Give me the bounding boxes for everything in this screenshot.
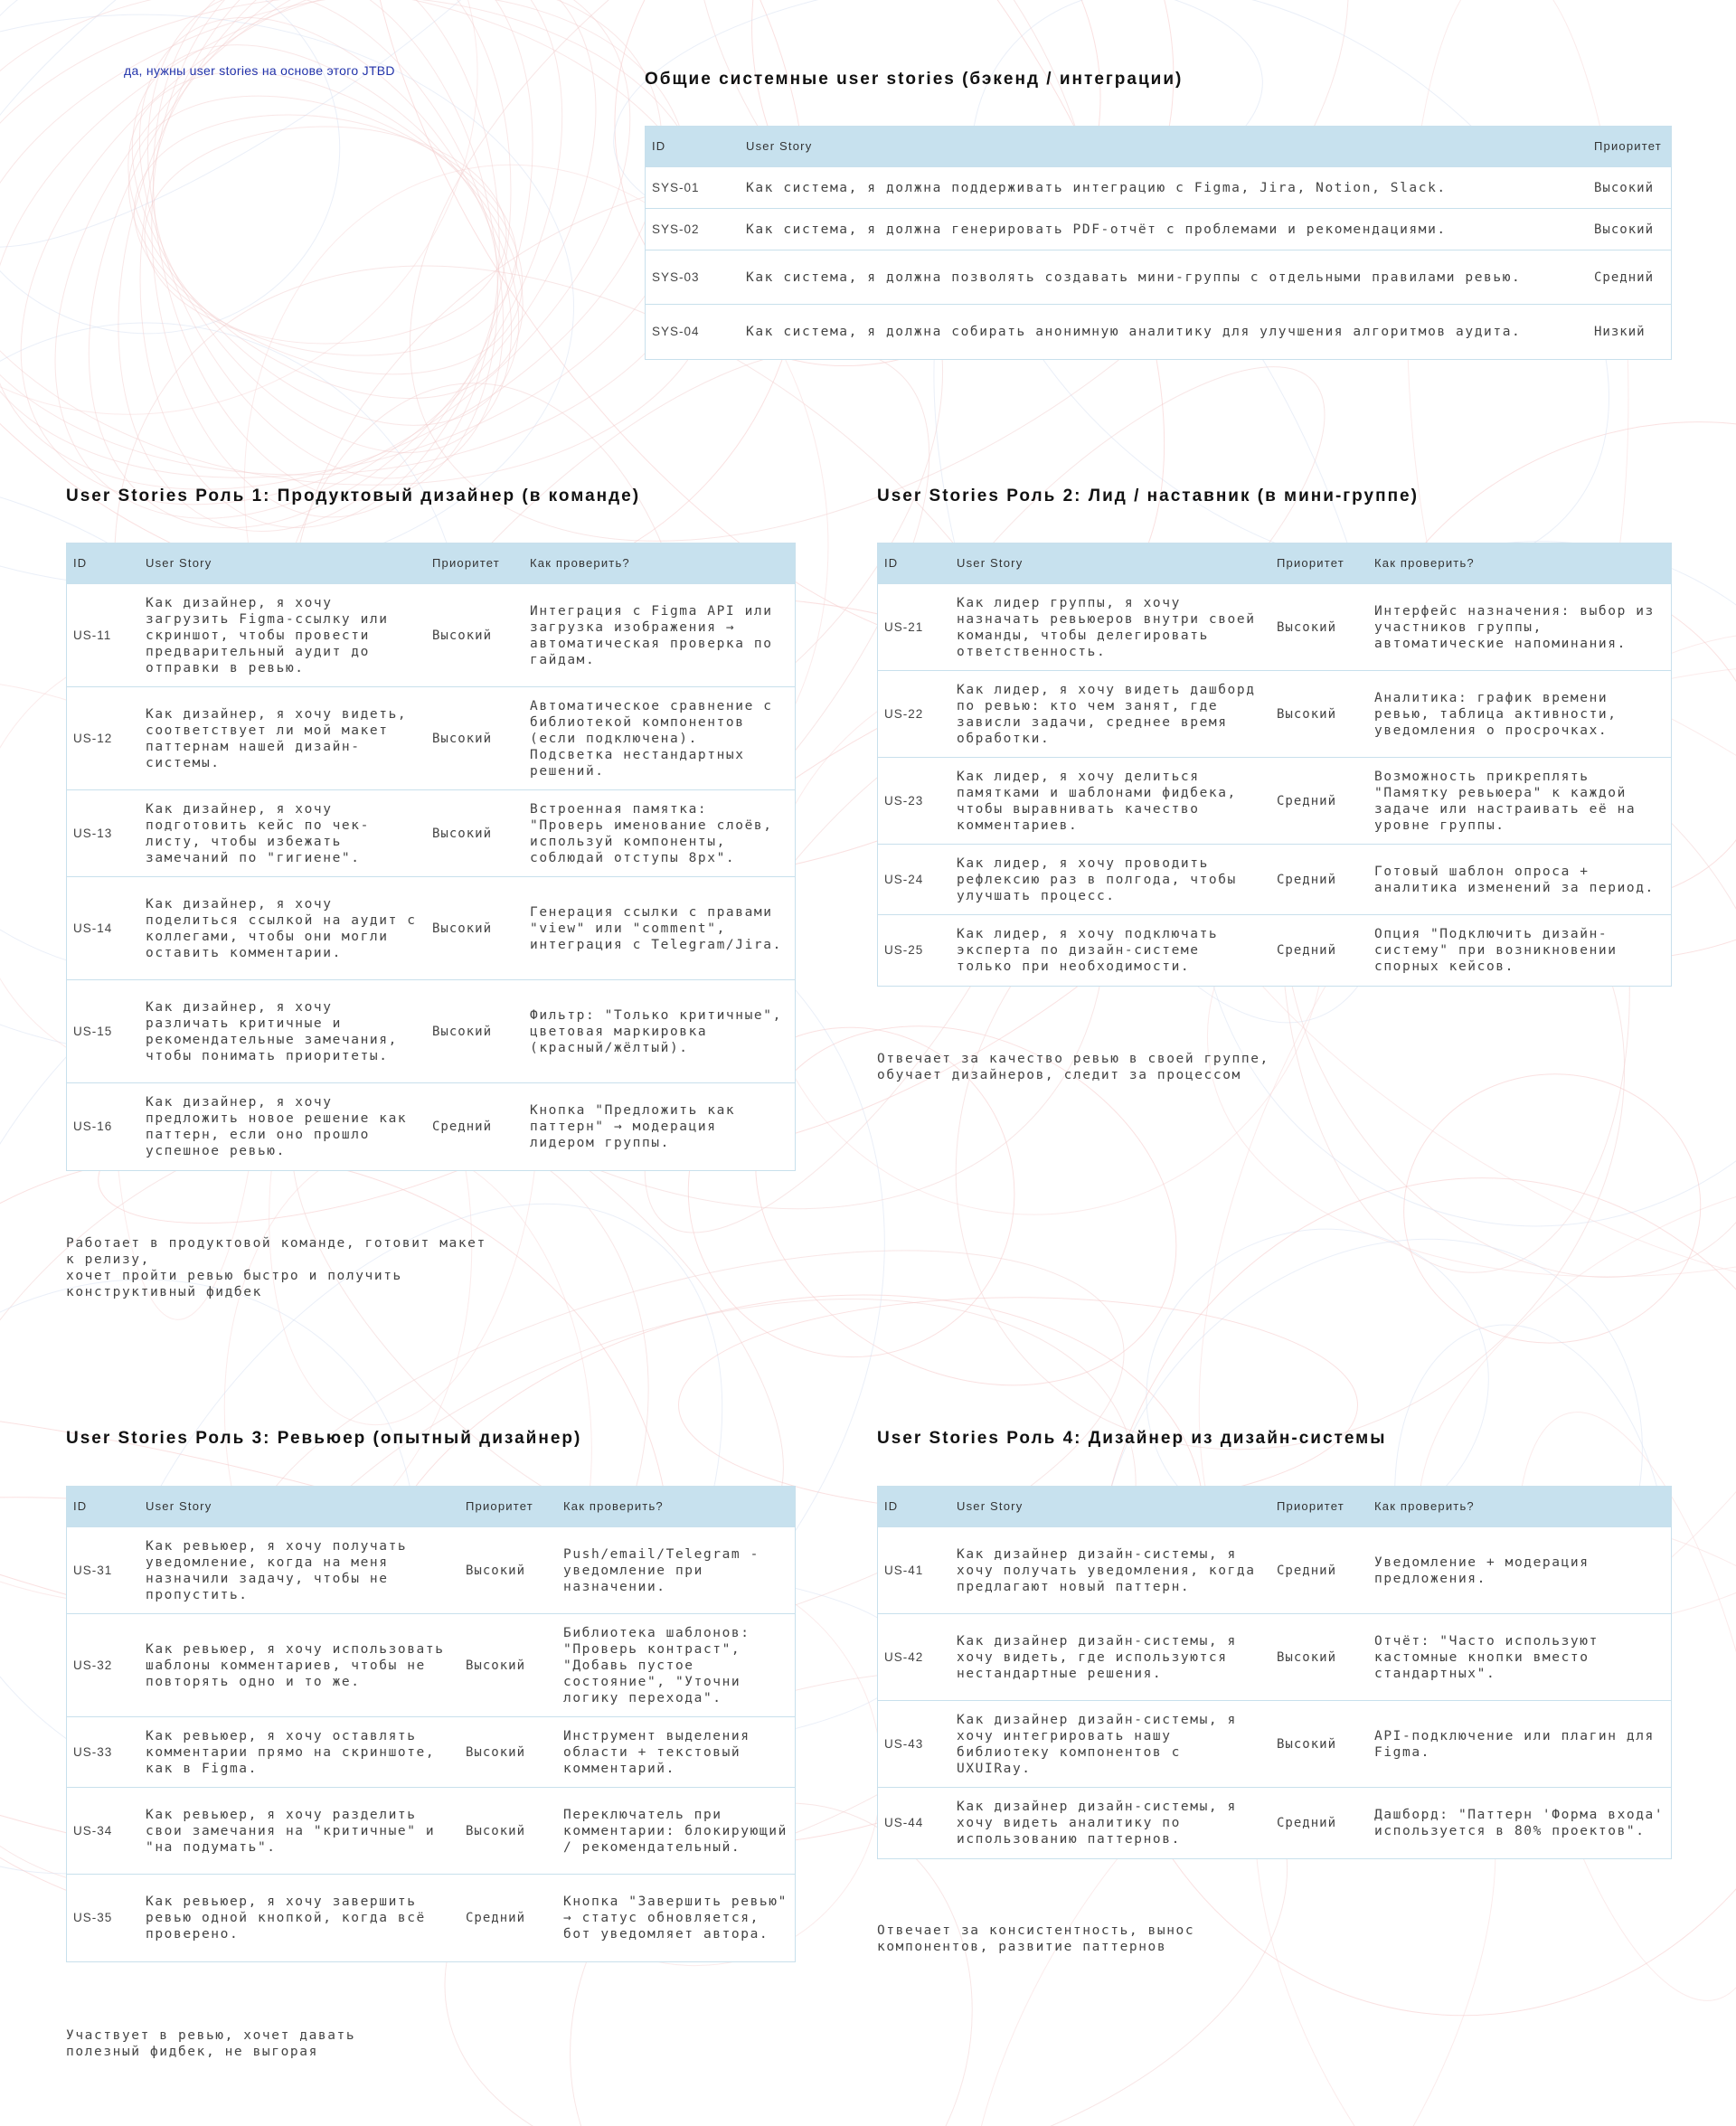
story-id: SYS-03 bbox=[646, 250, 740, 305]
story-check: API-подключение или плагин для Figma. bbox=[1368, 1701, 1671, 1788]
table-header-row bbox=[646, 127, 1671, 167]
table-row bbox=[67, 877, 795, 980]
role2-description: Отвечает за качество ревью в своей группе, обучает дизайнеров, следит за процессом bbox=[877, 1052, 1269, 1082]
story-text: Как дизайнер, я хочу различать критичные и рекомендательные замечания, чтобы понимать приоритеты. bbox=[139, 980, 426, 1083]
story-text: Как ревьюер, я хочу разделить свои замечания на "критичные" и "на подумать". bbox=[139, 1788, 459, 1875]
role4-description: Отвечает за консистентность, вынос компонентов, развитие паттернов bbox=[877, 1923, 1195, 1954]
story-id: US-25 bbox=[878, 915, 950, 986]
story-text: Как лидер, я хочу подключать эксперта по дизайн-системе только при необходимости. bbox=[950, 915, 1270, 986]
story-id: US-14 bbox=[67, 877, 139, 980]
table-row bbox=[646, 209, 1671, 250]
story-text: Как лидер, я хочу делиться памятками и шаблонами фидбека, чтобы выравнивать качество комментариев. bbox=[950, 758, 1270, 845]
story-priority: Высокий bbox=[426, 877, 524, 980]
col-header-story: User Story bbox=[139, 1487, 459, 1527]
story-id: US-23 bbox=[878, 758, 950, 845]
col-header-check: Как проверить? bbox=[557, 1487, 795, 1527]
story-text: Как ревьюер, я хочу получать уведомление, когда на меня назначили задачу, чтобы не пропустить. bbox=[139, 1527, 459, 1614]
story-id: US-33 bbox=[67, 1717, 139, 1788]
table-row bbox=[67, 1717, 795, 1788]
story-text: Как дизайнер, я хочу подготовить кейс по чек-листу, чтобы избежать замечаний по "гигиене". bbox=[139, 790, 426, 877]
col-header-id: ID bbox=[646, 127, 740, 167]
table-row bbox=[67, 1614, 795, 1717]
role4-stories-table bbox=[877, 1486, 1672, 1859]
story-priority: Высокий bbox=[426, 980, 524, 1083]
story-check: Автоматическое сравнение с библиотекой компонентов (если подключена). Подсветка нестандартных решений. bbox=[524, 687, 795, 790]
story-check: Встроенная памятка: "Проверь именование слоёв, используй компоненты, соблюдай отступы 8px". bbox=[524, 790, 795, 877]
story-check: Библиотека шаблонов: "Проверь контраст", "Добавь пустое состояние", "Уточни логику перехода". bbox=[557, 1614, 795, 1717]
story-text: Как дизайнер, я хочу предложить новое решение как паттерн, если оно прошло успешное ревью. bbox=[139, 1083, 426, 1170]
role1-description: Работает в продуктовой команде, готовит макет к релизу, хочет пройти ревью быстро и получить конструктивный фидбек bbox=[66, 1236, 486, 1299]
story-priority: Средний bbox=[426, 1083, 524, 1170]
story-id: SYS-02 bbox=[646, 209, 740, 250]
story-id: US-16 bbox=[67, 1083, 139, 1170]
story-text: Как дизайнер дизайн-системы, я хочу интегрировать нашу библиотеку компонентов с UXUIRay. bbox=[950, 1701, 1270, 1788]
story-priority: Высокий bbox=[1270, 1701, 1368, 1788]
col-header-story: User Story bbox=[950, 1487, 1270, 1527]
col-header-priority: Приоритет bbox=[426, 543, 524, 584]
system-section-title: Общие системные user stories (бэкенд / интеграции) bbox=[645, 70, 1184, 89]
col-header-story: User Story bbox=[139, 543, 426, 584]
col-header-priority: Приоритет bbox=[1588, 127, 1671, 167]
story-id: US-34 bbox=[67, 1788, 139, 1875]
table-row bbox=[67, 687, 795, 790]
system-stories-table bbox=[645, 126, 1672, 360]
story-priority: Высокий bbox=[1588, 167, 1671, 209]
story-id: US-35 bbox=[67, 1875, 139, 1961]
story-text: Как дизайнер дизайн-системы, я хочу получать уведомления, когда предлагают новый паттерн. bbox=[950, 1527, 1270, 1614]
story-check: Кнопка "Завершить ревью" → статус обновляется, бот уведомляет автора. bbox=[557, 1875, 795, 1961]
story-text: Как дизайнер, я хочу поделиться ссылкой на аудит с коллегами, чтобы они могли оставить комментарии. bbox=[139, 877, 426, 980]
story-id: US-24 bbox=[878, 845, 950, 915]
story-text: Как система, я должна позволять создавать мини-группы с отдельными правилами ревью. bbox=[740, 250, 1588, 305]
story-check: Опция "Подключить дизайн-систему" при возникновении спорных кейсов. bbox=[1368, 915, 1671, 986]
table-row bbox=[67, 790, 795, 877]
table-row bbox=[878, 758, 1671, 845]
table-row bbox=[878, 584, 1671, 671]
story-check: Уведомление + модерация предложения. bbox=[1368, 1527, 1671, 1614]
story-check: Переключатель при комментарии: блокирующий / рекомендательный. bbox=[557, 1788, 795, 1875]
story-text: Как дизайнер дизайн-системы, я хочу видеть, где используются нестандартные решения. bbox=[950, 1614, 1270, 1701]
table-row bbox=[878, 1614, 1671, 1701]
story-priority: Низкий bbox=[1588, 305, 1671, 359]
col-header-priority: Приоритет bbox=[459, 1487, 557, 1527]
table-row bbox=[67, 1875, 795, 1961]
table-header-row bbox=[878, 1487, 1671, 1527]
story-text: Как система, я должна собирать анонимную аналитику для улучшения алгоритмов аудита. bbox=[740, 305, 1588, 359]
story-check: Фильтр: "Только критичные", цветовая маркировка (красный/жёлтый). bbox=[524, 980, 795, 1083]
col-header-priority: Приоритет bbox=[1270, 1487, 1368, 1527]
col-header-check: Как проверить? bbox=[524, 543, 795, 584]
story-check: Аналитика: график времени ревью, таблица активности, уведомления о просрочках. bbox=[1368, 671, 1671, 758]
story-check: Push/email/Telegram - уведомление при назначении. bbox=[557, 1527, 795, 1614]
table-row bbox=[646, 250, 1671, 305]
col-header-story: User Story bbox=[740, 127, 1588, 167]
story-priority: Высокий bbox=[459, 1788, 557, 1875]
story-id: US-11 bbox=[67, 584, 139, 687]
story-priority: Высокий bbox=[1270, 1614, 1368, 1701]
role1-stories-table bbox=[66, 543, 796, 1171]
story-text: Как ревьюер, я хочу оставлять комментарии прямо на скриншоте, как в Figma. bbox=[139, 1717, 459, 1788]
table-row bbox=[878, 845, 1671, 915]
story-id: SYS-04 bbox=[646, 305, 740, 359]
table-header-row bbox=[67, 543, 795, 584]
story-priority: Высокий bbox=[459, 1717, 557, 1788]
story-text: Как система, я должна поддерживать интеграцию с Figma, Jira, Notion, Slack. bbox=[740, 167, 1588, 209]
story-check: Интеграция с Figma API или загрузка изображения → автоматическая проверка по гайдам. bbox=[524, 584, 795, 687]
story-priority: Средний bbox=[1270, 1788, 1368, 1858]
story-id: US-13 bbox=[67, 790, 139, 877]
story-text: Как лидер, я хочу видеть дашборд по ревью: кто чем занят, где зависли задачи, среднее время обработки. bbox=[950, 671, 1270, 758]
story-text: Как лидер, я хочу проводить рефлексию раз в полгода, чтобы улучшать процесс. bbox=[950, 845, 1270, 915]
story-priority: Высокий bbox=[459, 1614, 557, 1717]
table-row bbox=[646, 167, 1671, 209]
story-text: Как система, я должна генерировать PDF-отчёт с проблемами и рекомендациями. bbox=[740, 209, 1588, 250]
role3-description: Участвует в ревью, хочет давать полезный фидбек, не выгорая bbox=[66, 2028, 356, 2059]
col-header-check: Как проверить? bbox=[1368, 543, 1671, 584]
table-row bbox=[878, 1788, 1671, 1858]
story-text: Как ревьюер, я хочу завершить ревью одной кнопкой, когда всё проверено. bbox=[139, 1875, 459, 1961]
story-id: US-31 bbox=[67, 1527, 139, 1614]
story-priority: Средний bbox=[1270, 915, 1368, 986]
table-header-row bbox=[67, 1487, 795, 1527]
story-id: US-21 bbox=[878, 584, 950, 671]
story-id: US-15 bbox=[67, 980, 139, 1083]
role2-stories-table bbox=[877, 543, 1672, 987]
story-id: US-22 bbox=[878, 671, 950, 758]
story-check: Дашборд: "Паттерн 'Форма входа' используется в 80% проектов". bbox=[1368, 1788, 1671, 1858]
story-text: Как дизайнер дизайн-системы, я хочу видеть аналитику по использованию паттернов. bbox=[950, 1788, 1270, 1858]
col-header-id: ID bbox=[67, 1487, 139, 1527]
top-note: да, нужны user stories на основе этого JTBD bbox=[124, 63, 395, 78]
role1-section-title: User Stories Роль 1: Продуктовый дизайнер (в команде) bbox=[66, 487, 641, 506]
table-header-row bbox=[878, 543, 1671, 584]
story-check: Готовый шаблон опроса + аналитика изменений за период. bbox=[1368, 845, 1671, 915]
story-priority: Средний bbox=[459, 1875, 557, 1961]
role2-section-title: User Stories Роль 2: Лид / наставник (в мини-группе) bbox=[877, 487, 1419, 506]
story-id: US-42 bbox=[878, 1614, 950, 1701]
story-id: US-32 bbox=[67, 1614, 139, 1717]
story-id: US-12 bbox=[67, 687, 139, 790]
story-check: Генерация ссылки с правами "view" или "comment", интеграция с Telegram/Jira. bbox=[524, 877, 795, 980]
table-row bbox=[67, 1788, 795, 1875]
role4-section-title: User Stories Роль 4: Дизайнер из дизайн-системы bbox=[877, 1429, 1387, 1448]
table-row bbox=[67, 584, 795, 687]
story-text: Как лидер группы, я хочу назначать ревьюеров внутри своей команды, чтобы делегировать ответственность. bbox=[950, 584, 1270, 671]
story-priority: Средний bbox=[1588, 250, 1671, 305]
story-priority: Высокий bbox=[1270, 671, 1368, 758]
story-priority: Высокий bbox=[1270, 584, 1368, 671]
table-row bbox=[67, 1527, 795, 1614]
story-id: US-41 bbox=[878, 1527, 950, 1614]
story-priority: Средний bbox=[1270, 1527, 1368, 1614]
table-row bbox=[878, 671, 1671, 758]
table-row bbox=[67, 980, 795, 1083]
story-id: SYS-01 bbox=[646, 167, 740, 209]
col-header-priority: Приоритет bbox=[1270, 543, 1368, 584]
story-check: Кнопка "Предложить как паттерн" → модерация лидером группы. bbox=[524, 1083, 795, 1170]
table-row bbox=[67, 1083, 795, 1170]
story-check: Отчёт: "Часто используют кастомные кнопки вместо стандартных". bbox=[1368, 1614, 1671, 1701]
story-priority: Высокий bbox=[459, 1527, 557, 1614]
col-header-id: ID bbox=[878, 1487, 950, 1527]
story-text: Как ревьюер, я хочу использовать шаблоны комментариев, чтобы не повторять одно и то же. bbox=[139, 1614, 459, 1717]
story-check: Интерфейс назначения: выбор из участников группы, автоматические напоминания. bbox=[1368, 584, 1671, 671]
col-header-check: Как проверить? bbox=[1368, 1487, 1671, 1527]
story-priority: Высокий bbox=[1588, 209, 1671, 250]
story-text: Как дизайнер, я хочу видеть, соответствует ли мой макет паттернам нашей дизайн-системы. bbox=[139, 687, 426, 790]
story-id: US-44 bbox=[878, 1788, 950, 1858]
table-row bbox=[646, 305, 1671, 359]
story-check: Инструмент выделения области + текстовый комментарий. bbox=[557, 1717, 795, 1788]
story-text: Как дизайнер, я хочу загрузить Figma-ссылку или скриншот, чтобы провести предварительный аудит до отправки в ревью. bbox=[139, 584, 426, 687]
col-header-story: User Story bbox=[950, 543, 1270, 584]
col-header-id: ID bbox=[67, 543, 139, 584]
story-priority: Средний bbox=[1270, 845, 1368, 915]
table-row bbox=[878, 1527, 1671, 1614]
story-id: US-43 bbox=[878, 1701, 950, 1788]
table-row bbox=[878, 915, 1671, 986]
table-row bbox=[878, 1701, 1671, 1788]
story-priority: Высокий bbox=[426, 790, 524, 877]
story-priority: Средний bbox=[1270, 758, 1368, 845]
col-header-id: ID bbox=[878, 543, 950, 584]
story-check: Возможность прикреплять "Памятку ревьюера" к каждой задаче или настраивать её на уровне группы. bbox=[1368, 758, 1671, 845]
story-priority: Высокий bbox=[426, 687, 524, 790]
role3-section-title: User Stories Роль 3: Ревьюер (опытный дизайнер) bbox=[66, 1429, 582, 1448]
story-priority: Высокий bbox=[426, 584, 524, 687]
role3-stories-table bbox=[66, 1486, 796, 1962]
